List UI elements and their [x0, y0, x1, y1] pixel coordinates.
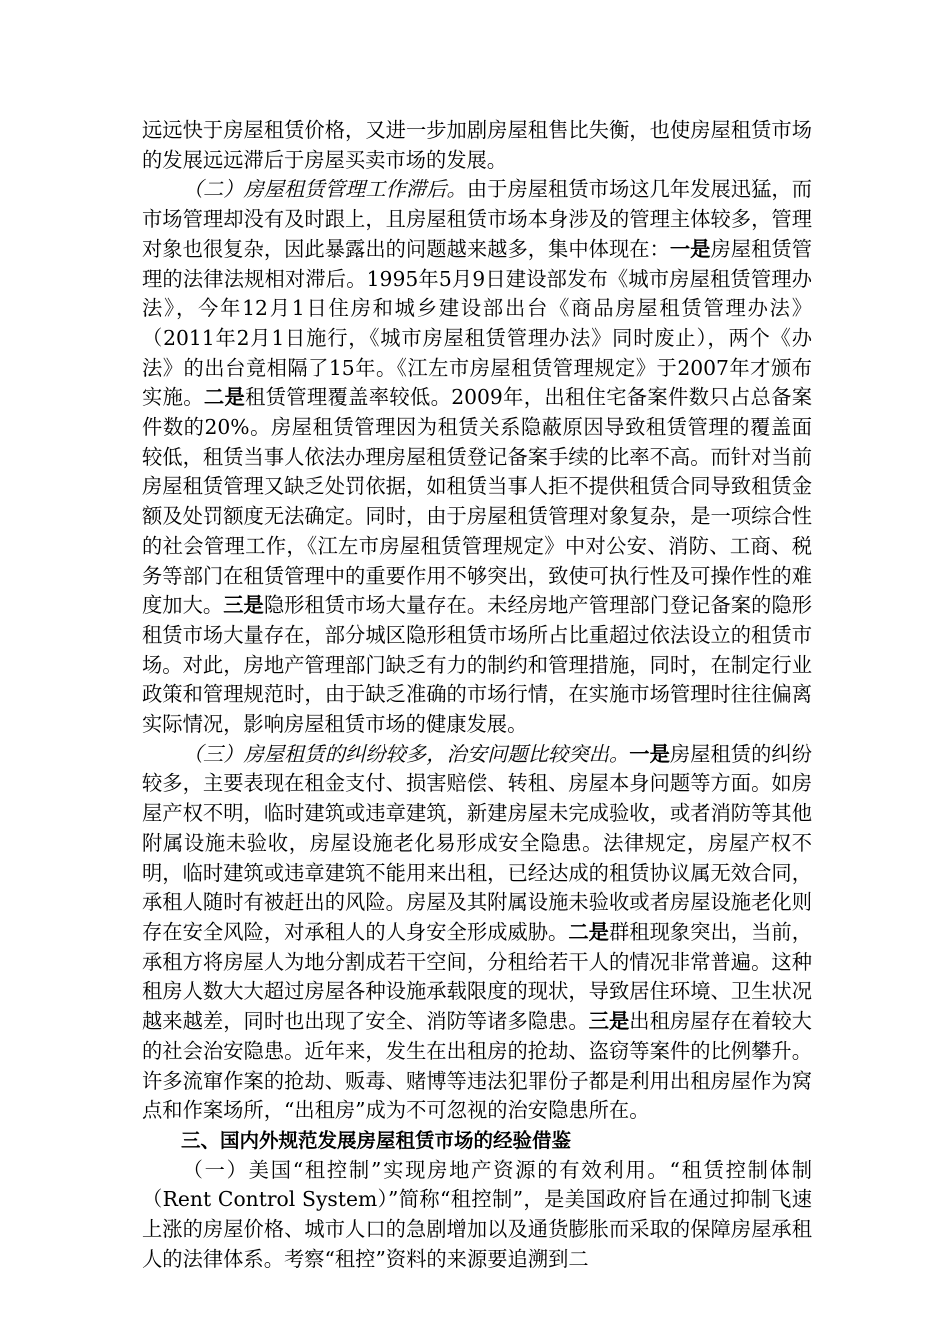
- point-marker-3: 三是: [223, 593, 264, 618]
- document-page: [142, 116, 812, 1274]
- point-marker-3: 三是: [588, 1009, 630, 1034]
- paragraph-text: 出租房屋存在着较大的社会治安隐患。近年来，发生在出租房的抢劫、盗窃等案件的比例攀升。许多流窜作案的抢劫、贩毒、赌博等违法犯罪份子都是利用出租房屋作为窝点和作案场所，“出租房”成为不可忽视的治安隐患所在。: [142, 1009, 812, 1123]
- point-marker-1: 一是: [629, 741, 670, 766]
- paragraph-management-lag: [142, 175, 812, 739]
- paragraph-text: 租赁管理覆盖率较低。2009年，出租住宅备案件数只占总备案件数的20%。房屋租赁管理因为租赁关系隐蔽原因导致租赁管理的覆盖面较低，租赁当事人依法办理房屋租赁登记备案手续的比率不高。而针对当前房屋租赁管理又缺乏处罚依据，如租赁当事人拒不提供租赁合同导致租赁金额及处罚额度无法确定。同时，由于房屋租赁管理对象复杂，是一项综合性的社会管理工作，《江左市房屋租赁管理规定》中对公安、消防、工商、税务等部门在租赁管理中的重要作用不够突出，致使可执行性及可操作性的难度加大。: [142, 385, 812, 618]
- paragraph-text: 房屋租赁的纠纷较多，主要表现在租金支付、损害赔偿、转租、房屋本身问题等方面。如房屋产权不明，临时建筑或违章建筑，新建房屋未完成验收，或者消防等其他附属设施未验收，房屋设施老化易形成安全隐患。法律规定，房屋产权不明，临时建筑或违章建筑不能用来出租，已经达成的租赁协议属无效合同，承租人随时有被赶出的风险。房屋及其附属设施未验收或者房屋设施老化则存在安全风险，对承租人的人身安全形成威胁。: [142, 741, 812, 944]
- subsection-heading-2: （二）房屋租赁管理工作滞后。: [182, 177, 467, 202]
- paragraph-disputes: [142, 740, 812, 1126]
- subsection-heading-3: （三）房屋租赁的纠纷较多，治安问题比较突出。: [182, 741, 630, 766]
- paragraph-continuation: 远远快于房屋租赁价格，又进一步加剧房屋租售比失衡，也使房屋租赁市场的发展远远滞后于房屋买卖市场的发展。: [142, 118, 812, 172]
- point-marker-2: 二是: [203, 385, 246, 410]
- paragraph-text: 由于房屋租赁市场这几年发展迅猛，而市场管理却没有及时跟上，且房屋租赁市场本身涉及的管理主体较多，管理对象也很复杂，因此暴露出的问题越来越多，集中体现在：: [142, 177, 812, 261]
- point-marker-1: 一是: [669, 236, 711, 261]
- point-marker-2: 二是: [568, 919, 609, 944]
- paragraph-text: 群租现象突出，当前，承租方将房屋人为地分割成若干空间，分租给若干人的情况非常普遍。这种租房人数大大超过房屋各种设施承载限度的现状，导致居住环境、卫生状况越来越差，同时也出现了安全、消防等诸多隐患。: [142, 919, 812, 1034]
- paragraph-text: 隐形租赁市场大量存在。未经房地产管理部门登记备案的隐形租赁市场大量存在，部分城区隐形租赁市场所占比重超过依法设立的租赁市场。对此，房地产管理部门缺乏有力的制约和管理措施，同时，在制定行业政策和管理规范时，由于缺乏准确的市场行情，在实施市场管理时往往偏离实际情况，影响房屋租赁市场的健康发展。: [142, 593, 812, 737]
- paragraph-us-rent-control: （一）美国“租控制”实现房地产资源的有效利用。“租赁控制体制（Rent Control System）”简称“租控制”，是美国政府旨在通过抑制飞速上涨的房屋价格、城市人口的急剧增加以及通货膨胀而采取的保障房屋承租人的法律体系。考察“租控”资料的来源要追溯到二: [142, 1157, 812, 1271]
- paragraph-text: 房屋租赁管理的法律法规相对滞后。1995年5月9日建设部发布《城市房屋租赁管理办法》，今年12月1日住房和城乡建设部出台《商品房屋租赁管理办法》（2011年2月1日施行，《城市房屋租赁管理办法》同时废止），两个《办法》的出台竟相隔了15年。《江左市房屋租赁管理规定》于2007年才颁布实施。: [142, 236, 812, 410]
- section-heading: 三、国内外规范发展房屋租赁市场的经验借鉴: [181, 1128, 572, 1152]
